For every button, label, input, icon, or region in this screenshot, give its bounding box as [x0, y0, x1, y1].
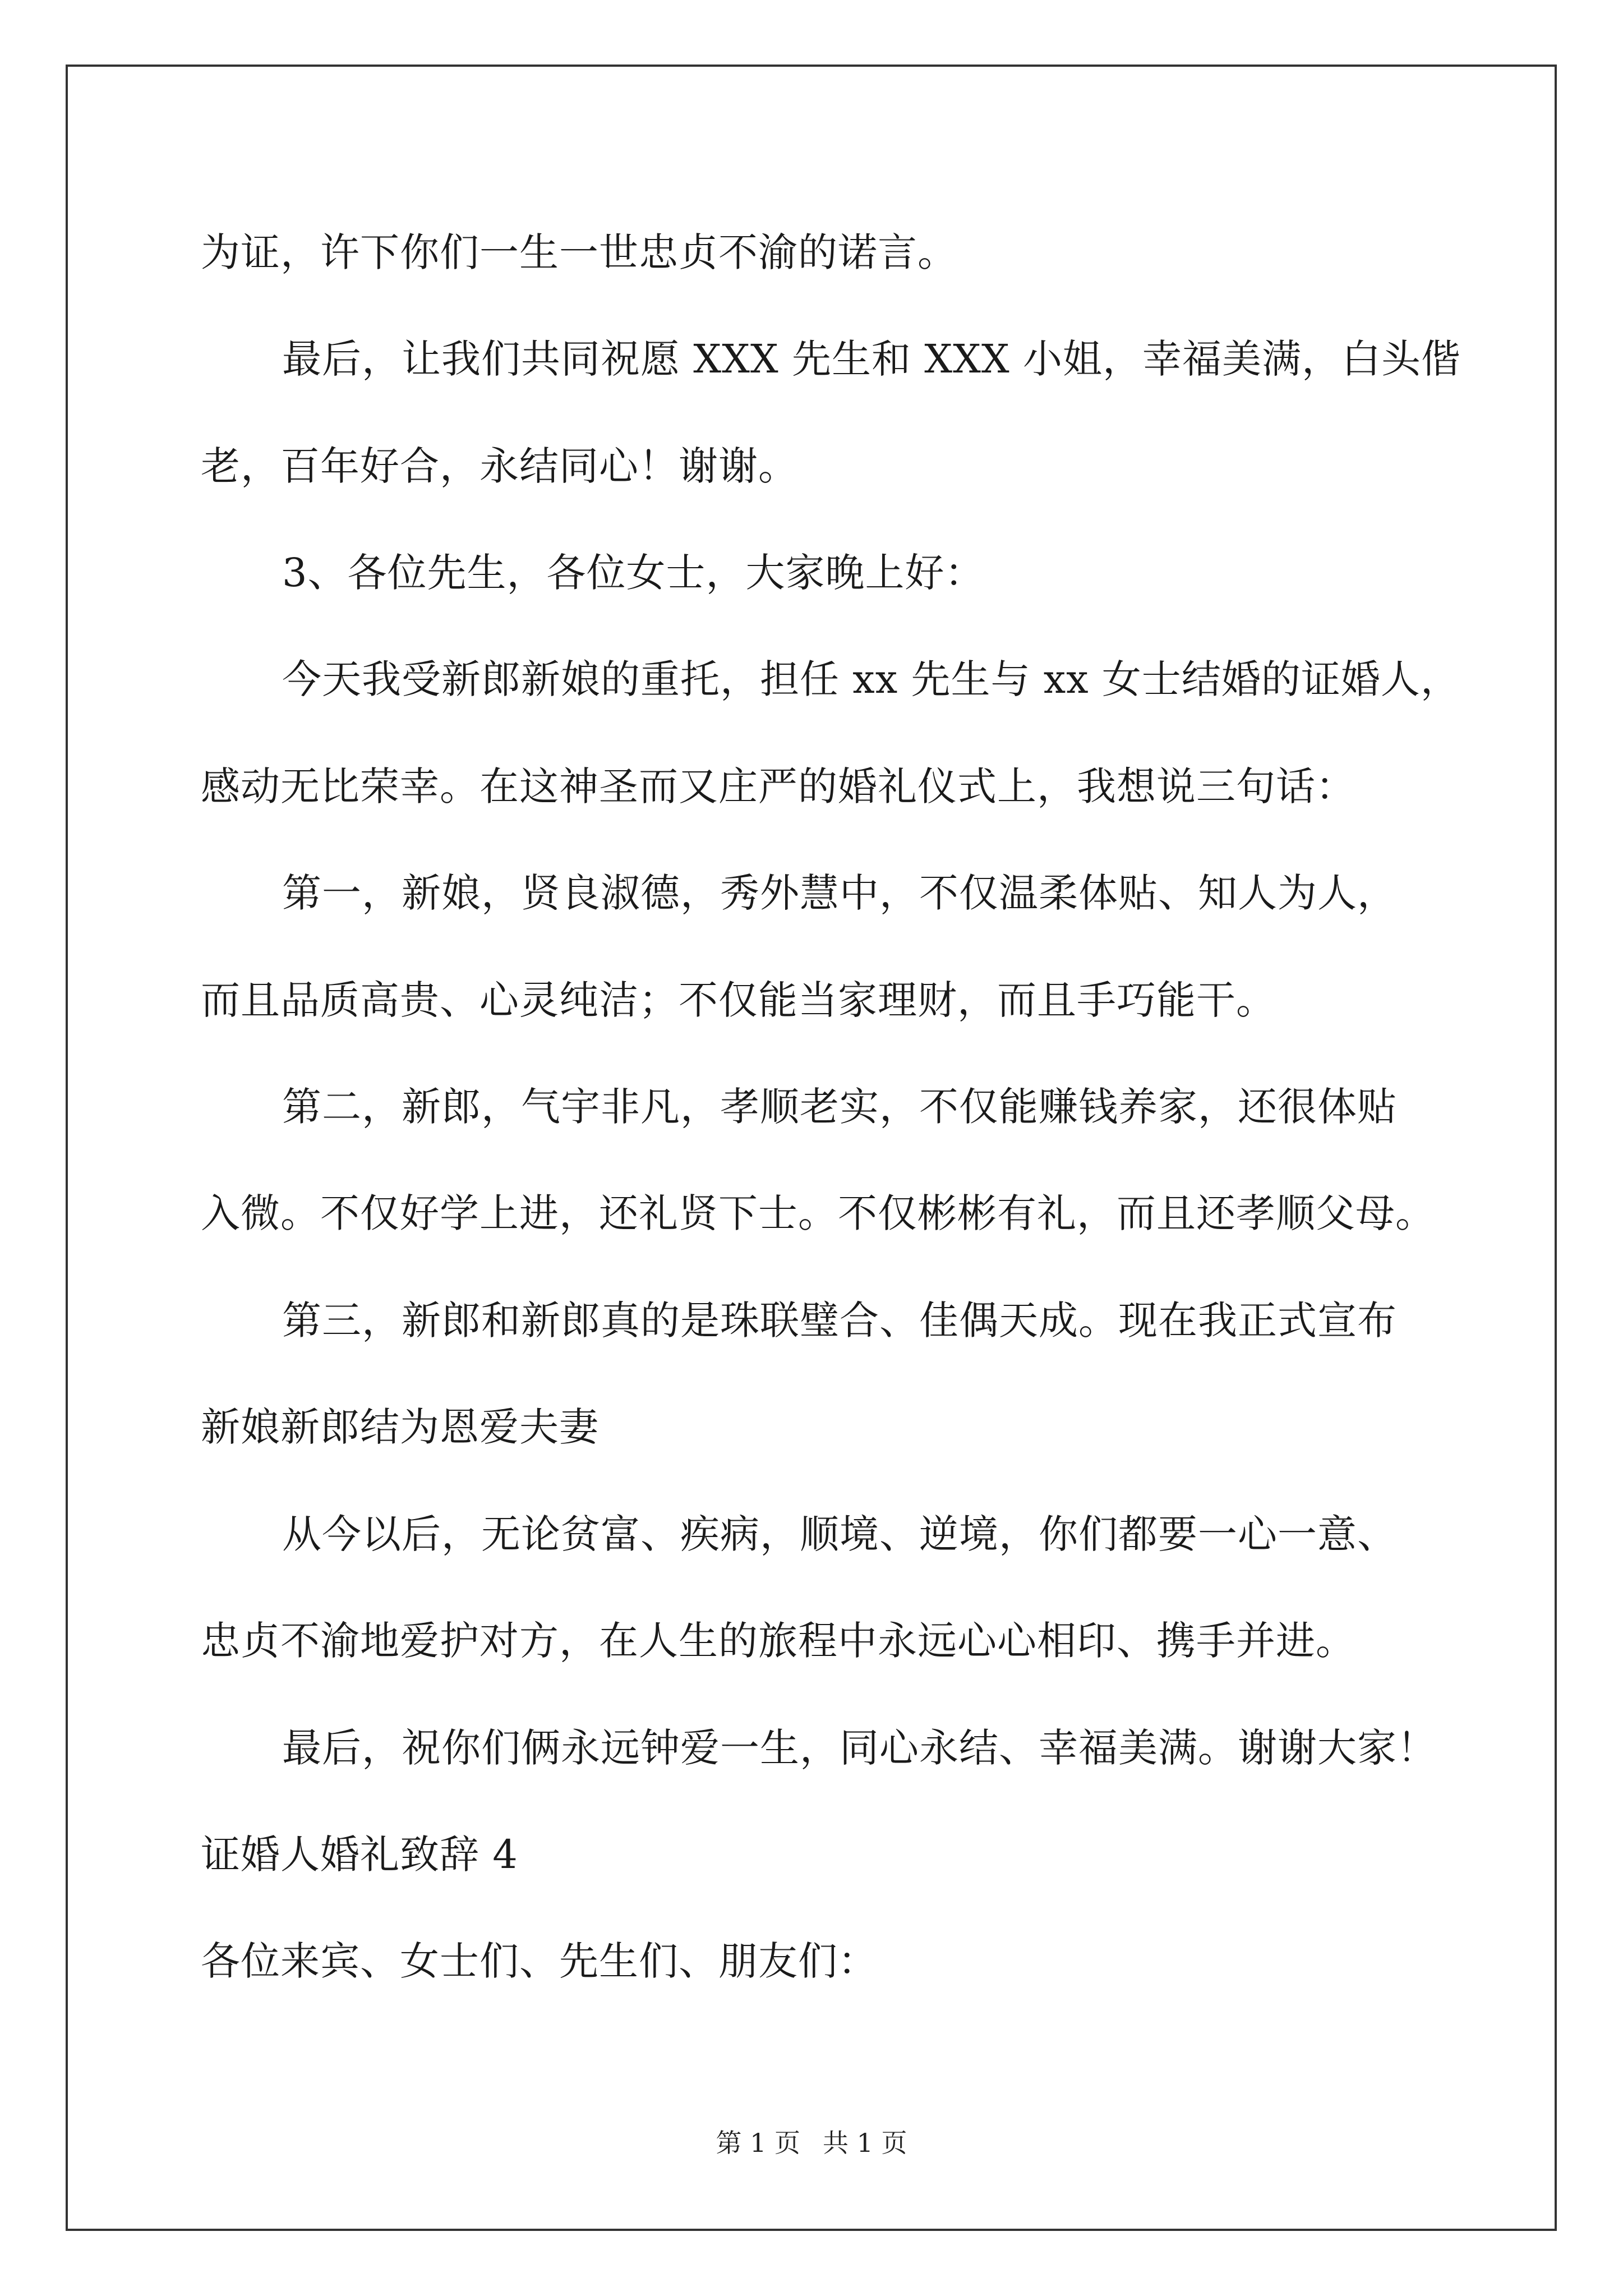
- text-line: 老，百年好合，永结同心！谢谢。: [201, 443, 798, 489]
- page-number-current: 第 1 页: [716, 2128, 800, 2158]
- text-line: 今天我受新郎新娘的重托，担任 xx 先生与 xx 女士结婚的证婚人，: [282, 656, 1460, 702]
- text-line: 3、各位先生，各位女士，大家晚上好：: [282, 550, 985, 596]
- text-line: 入微。不仅好学上进，还礼贤下士。不仅彬彬有礼，而且还孝顺父母。: [201, 1190, 1435, 1236]
- text-line: 第一，新娘，贤良淑德，秀外慧中，不仅温柔体贴、知人为人，: [282, 870, 1397, 916]
- page-number-total: 共 1 页: [823, 2128, 907, 2158]
- text-line: 为证，许下你们一生一世忠贞不渝的诺言。: [201, 229, 957, 275]
- text-line: 各位来宾、女士们、先生们、朋友们：: [201, 1938, 878, 1984]
- text-line: 第三，新郎和新郎真的是珠联璧合、佳偶天成。现在我正式宣布: [282, 1297, 1397, 1343]
- text-line: 而且品质高贵、心灵纯洁；不仅能当家理财，而且手巧能干。: [201, 977, 1276, 1023]
- text-line: 最后，让我们共同祝愿 XXX 先生和 XXX 小姐，幸福美满，白头偕: [282, 336, 1461, 382]
- text-line: 最后，祝你们俩永远钟爱一生，同心永结、幸福美满。谢谢大家！: [282, 1725, 1437, 1771]
- text-line: 从今以后，无论贫富、疾病，顺境、逆境，你们都要一心一意、: [282, 1511, 1397, 1557]
- page-border: [66, 65, 1557, 2231]
- page-footer: [0, 2126, 1623, 2160]
- text-line: 感动无比荣幸。在这神圣而又庄严的婚礼仪式上，我想说三句话：: [201, 763, 1355, 809]
- section-heading: 证婚人婚礼致辞 4: [201, 1832, 518, 1878]
- text-line: 忠贞不渝地爱护对方，在人生的旅程中永远心心相印、携手并进。: [201, 1618, 1355, 1664]
- text-line: 第二，新郎，气宇非凡，孝顺老实，不仅能赚钱养家，还很体贴: [282, 1084, 1397, 1130]
- text-line: 新娘新郎结为恩爱夫妻: [201, 1404, 599, 1450]
